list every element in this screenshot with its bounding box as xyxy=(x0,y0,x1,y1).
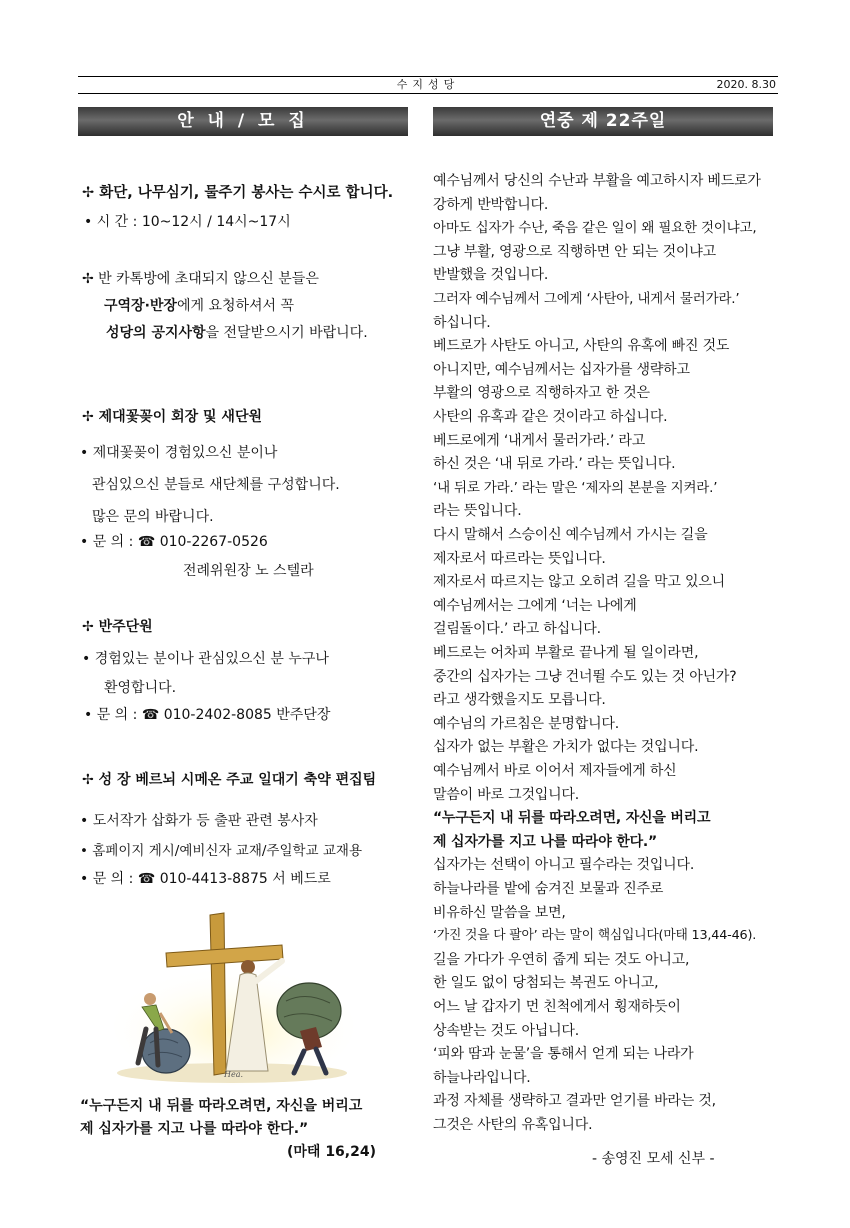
homily-line: ‘가진 것을 다 팔아’ 라는 말이 핵심입니다(마태 13,44-46). xyxy=(433,928,757,944)
homily-signature: - 송영진 모세 신부 - xyxy=(592,1151,715,1167)
homily-line: 중간의 십자가는 그냥 건너뛸 수도 있는 것 아닌가? xyxy=(433,668,737,685)
homily-line: 과정 자체를 생략하고 결과만 얻기를 바라는 것, xyxy=(433,1093,716,1110)
parish-name: 수지성당 xyxy=(396,78,460,91)
homily-line: 걸림돌이다.’ 라고 하십니다. xyxy=(433,621,601,638)
flower-team-title: ✢ 제대꽃꽂이 회장 및 새단원 xyxy=(82,409,262,425)
homily-line: 베드로는 어차피 부활로 끝나게 될 일이라면, xyxy=(433,645,699,661)
editing-team-line1: • 도서작가 삽화가 등 출판 관련 봉사자 xyxy=(80,813,318,829)
flower-team-line2: 관심있으신 분들로 새단체를 구성합니다. xyxy=(92,477,340,493)
homily-line: 길을 가다가 우연히 줍게 되는 것도 아니고, xyxy=(433,951,690,968)
homily-line: 예수님의 가르침은 분명합니다. xyxy=(433,715,619,732)
homily-line: 베드로가 사탄도 아니고, 사탄의 유혹에 빠진 것도 xyxy=(433,338,730,355)
accompanist-line1: • 경험있는 분이나 관심있으신 분 누구나 xyxy=(82,651,329,667)
homily-line: 라고 생각했을지도 모릅니다. xyxy=(433,692,606,709)
garden-volunteer-title: ✢ 화단, 나무심기, 물주기 봉사는 수시로 합니다. xyxy=(82,185,394,201)
homily-line: 그러자 예수님께서 그에게 ‘사탄아, 내게서 물러가라.’ xyxy=(433,291,740,307)
homily-line: 어느 날 갑자기 먼 친척에게서 횡재하듯이 xyxy=(433,999,681,1015)
homily-line: 상속받는 것도 아닙니다. xyxy=(433,1022,579,1039)
artist-signature: Hea. xyxy=(224,1070,244,1079)
accompanist-title: ✢ 반주단원 xyxy=(82,619,153,635)
homily-line: 반발했을 것입니다. xyxy=(433,267,549,284)
flower-team-line3: 많은 문의 바랍니다. xyxy=(92,509,214,525)
homily-line: 말씀이 바로 그것입니다. xyxy=(433,786,579,803)
accompanist-line2: 환영합니다. xyxy=(104,680,177,696)
homily-line: 베드로에게 ‘내게서 물러가라.’ 라고 xyxy=(433,432,646,449)
bulletin-date: 2020. 8.30 xyxy=(716,78,776,91)
homily-line: 예수님께서 당신의 수난과 부활을 예고하시자 베드로가 xyxy=(433,173,761,189)
scripture-quote-reference: (마태 16,24) xyxy=(287,1144,377,1160)
homily-line: 예수님께서는 그에게 ‘너는 나에게 xyxy=(433,597,637,614)
homily-line: 한 일도 없이 당첨되는 복권도 아니고, xyxy=(433,975,659,992)
homily-line: 라는 뜻입니다. xyxy=(433,503,522,520)
notice-banner: 안 내 / 모 집 xyxy=(78,107,408,136)
flower-team-contact-name: 전례위원장 노 스텔라 xyxy=(183,563,314,579)
homily-line: 강하게 반박합니다. xyxy=(433,196,549,213)
editing-team-line2: • 홈페이지 게시/예비신자 교재/주일학교 교재용 xyxy=(80,843,363,859)
jesus-cross-illustration xyxy=(104,905,359,1085)
homily-line: ‘피와 땀과 눈물’을 통해서 얻게 되는 나라가 xyxy=(433,1046,694,1063)
homily-line: 하늘나라입니다. xyxy=(433,1069,531,1086)
flower-team-contact: • 문 의 : ☎ 010-2267-0526 xyxy=(80,534,268,550)
scripture-quote-line2: 제 십자가를 지고 나를 따라야 한다.” xyxy=(80,1121,309,1137)
homily-line: 제자로서 따르라는 뜻입니다. xyxy=(433,550,606,567)
homily-line: 예수님께서 바로 이어서 제자들에게 하신 xyxy=(433,763,677,779)
homily-line: 다시 말해서 스승이신 예수님께서 가시는 길을 xyxy=(433,527,708,543)
accompanist-contact: • 문 의 : ☎ 010-2402-8085 반주단장 xyxy=(84,707,331,723)
garden-volunteer-time: • 시 간 : 10~12시 / 14시~17시 xyxy=(84,214,291,230)
homily-line: 사탄의 유혹과 같은 것이라고 하십니다. xyxy=(433,409,668,425)
scripture-quote-line1: “누구든지 내 뒤를 따라오려면, 자신을 버리고 xyxy=(80,1098,363,1114)
homily-line: 아마도 십자가 수난, 죽음 같은 일이 왜 필요한 것이냐고, xyxy=(433,220,757,237)
homily-line: 하신 것은 ‘내 뒤로 가라.’ 라는 뜻입니다. xyxy=(433,456,676,473)
homily-banner: 연중 제 22주일 xyxy=(433,107,773,136)
homily-line: ‘내 뒤로 가라.’ 라는 말은 ‘제자의 본분을 지켜라.’ xyxy=(433,479,718,496)
homily-line: 제 십자가를 지고 나를 따라야 한다.” xyxy=(433,833,658,850)
page-header xyxy=(78,76,778,94)
kakao-notice-line2: 구역장·반장에게 요청하셔서 꼭 xyxy=(104,298,295,314)
homily-line: 하늘나라를 밭에 숨겨진 보물과 진주로 xyxy=(433,881,664,897)
kakao-notice-intro: ✢ 반 카톡방에 초대되지 않으신 분들은 xyxy=(82,271,319,287)
homily-line: 그냥 부활, 영광으로 직행하면 안 되는 것이냐고 xyxy=(433,243,716,260)
homily-line: 십자가 없는 부활은 가치가 없다는 것입니다. xyxy=(433,739,699,756)
homily-line: 그것은 사탄의 유혹입니다. xyxy=(433,1117,593,1133)
homily-line: 제자로서 따르지는 않고 오히려 길을 막고 있으니 xyxy=(433,574,725,591)
homily-line: 십자가는 선택이 아니고 필수라는 것입니다. xyxy=(433,857,695,874)
homily-line: 아니지만, 예수님께서는 십자가를 생략하고 xyxy=(433,361,690,378)
homily-line: 하십니다. xyxy=(433,314,491,331)
kakao-notice-line3: 성당의 공지사항을 전달받으시기 바랍니다. xyxy=(106,325,368,341)
homily-line: 부활의 영광으로 직행하자고 한 것은 xyxy=(433,385,650,402)
homily-line: “누구든지 내 뒤를 따라오려면, 자신을 버리고 xyxy=(433,810,711,827)
editing-team-title: ✢ 성 장 베르뇌 시메온 주교 일대기 축약 편집팀 xyxy=(82,772,377,788)
editing-team-contact: • 문 의 : ☎ 010-4413-8875 서 베드로 xyxy=(80,871,331,887)
flower-team-line1: • 제대꽃꽂이 경험있으신 분이나 xyxy=(80,445,278,461)
homily-line: 비유하신 말씀을 보면, xyxy=(433,904,566,921)
